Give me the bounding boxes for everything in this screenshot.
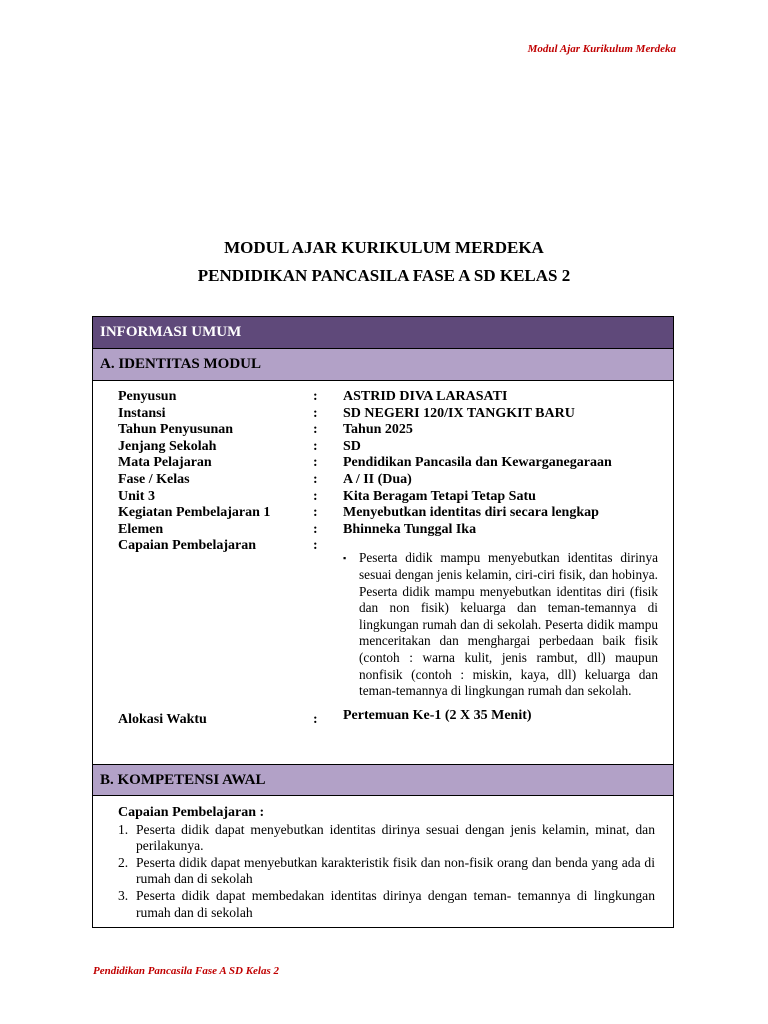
list-item [118,888,655,921]
identity-row [118,389,658,406]
document-subtitle: PENDIDIKAN PANCASILA FASE A SD KELAS 2 [197,266,571,285]
identity-colon: : [313,405,318,421]
identity-key: Unit 3 [118,488,155,504]
identity-value: Menyebutkan identitas diri secara lengkap [343,505,599,521]
identity-value: SD NEGERI 120/IX TANGKIT BARU [343,405,575,421]
capaian-colon: : [313,538,318,554]
item-number: 3. [118,887,129,903]
identity-value: Kita Beragam Tetapi Tetap Satu [343,488,536,504]
module-info-table [92,316,674,928]
identity-row [118,505,658,522]
alokasi-colon: : [313,711,318,727]
identity-value: A / II (Dua) [343,471,412,487]
identity-row [118,439,658,456]
section-a-header: A. IDENTITAS MODUL [93,349,673,381]
header-note: Modul Ajar Kurikulum Merdeka [527,43,676,55]
capaian-key: Capaian Pembelajaran [118,538,257,554]
square-bullet-icon: ▪ [343,553,347,564]
item-text: Peserta didik dapat membedakan identitas dirinya dengan teman- temannya di lingkungan rumah dan di sekolah [136,887,655,920]
identity-key: Kegiatan Pembelajaran 1 [118,505,271,521]
kompetensi-heading: Capaian Pembelajaran : [118,805,265,820]
alokasi-key: Alokasi Waktu [118,711,207,727]
kompetensi-list [118,822,655,922]
identity-key: Penyusun [118,389,177,404]
item-text: Peserta didik dapat menyebutkan identitas dirinya sesuai dengan jenis kelamin, minat, dan perilakunya. [136,821,655,854]
capaian-bullet-item [343,550,658,699]
alokasi-value: Pertemuan Ke-1 (2 X 35 Menit) [343,707,532,723]
capaian-text: Peserta didik mampu menyebutkan identitas dirinya sesuai dengan jenis kelamin, ciri-ciri fisik, dan hobinya. Peserta didik mampu menyebutkan identitas diri (fisik dan non fisik) keluarga dan teman-temannya di lingkungan rumah dan di sekolah. Peserta didik mampu menceritakan dan menghargai perbedaan baik fisik (contoh : warna kulit, jenis rambut, dll) maupun nonfisik (contoh : miskin, kaya, dll) keluarga dan teman-temannya di lingkungan rumah dan sekolah. [359,550,658,699]
capaian-list [343,538,658,699]
identity-key: Instansi [118,405,166,421]
identity-key: Mata Pelajaran [118,455,212,471]
identity-row [118,455,658,472]
identity-colon: : [313,389,318,404]
list-item [118,822,655,855]
document-title: MODUL AJAR KURIKULUM MERDEKA [224,238,544,257]
section-b-header: B. KOMPETENSI AWAL [93,764,673,796]
informasi-umum-header: INFORMASI UMUM [93,317,673,349]
identity-key: Jenjang Sekolah [118,438,217,454]
identity-colon: : [313,488,318,504]
footer-note: Pendidikan Pancasila Fase A SD Kelas 2 [93,965,280,977]
identitas-modul [118,389,658,727]
identity-value: Bhinneka Tunggal Ika [343,521,477,537]
item-text: Peserta didik dapat menyebutkan karakteristik fisik dan non-fisik orang dan benda yang ada di rumah dan di sekolah [136,854,655,887]
identity-value: Tahun 2025 [343,422,413,438]
item-number: 2. [118,854,129,870]
identity-value: ASTRID DIVA LARASATI [343,389,508,404]
identity-colon: : [313,471,318,487]
identity-key: Elemen [118,521,164,537]
identity-colon: : [313,521,318,537]
identity-value: Pendidikan Pancasila dan Kewarganegaraan [343,455,612,471]
identity-row [118,489,658,506]
alokasi-waktu-row [118,708,658,725]
kompetensi-awal [118,805,655,921]
identity-value: SD [343,438,361,454]
identity-row [118,422,658,439]
identity-colon: : [313,455,318,471]
identity-colon: : [313,438,318,454]
identity-colon: : [313,422,318,438]
identity-key: Fase / Kelas [118,471,190,487]
capaian-pembelajaran-row [118,538,658,699]
identity-colon: : [313,505,318,521]
item-number: 1. [118,821,129,837]
identity-row [118,472,658,489]
identity-key: Tahun Penyusunan [118,422,234,438]
identity-row [118,522,658,539]
identity-row [118,406,658,423]
list-item [118,855,655,888]
